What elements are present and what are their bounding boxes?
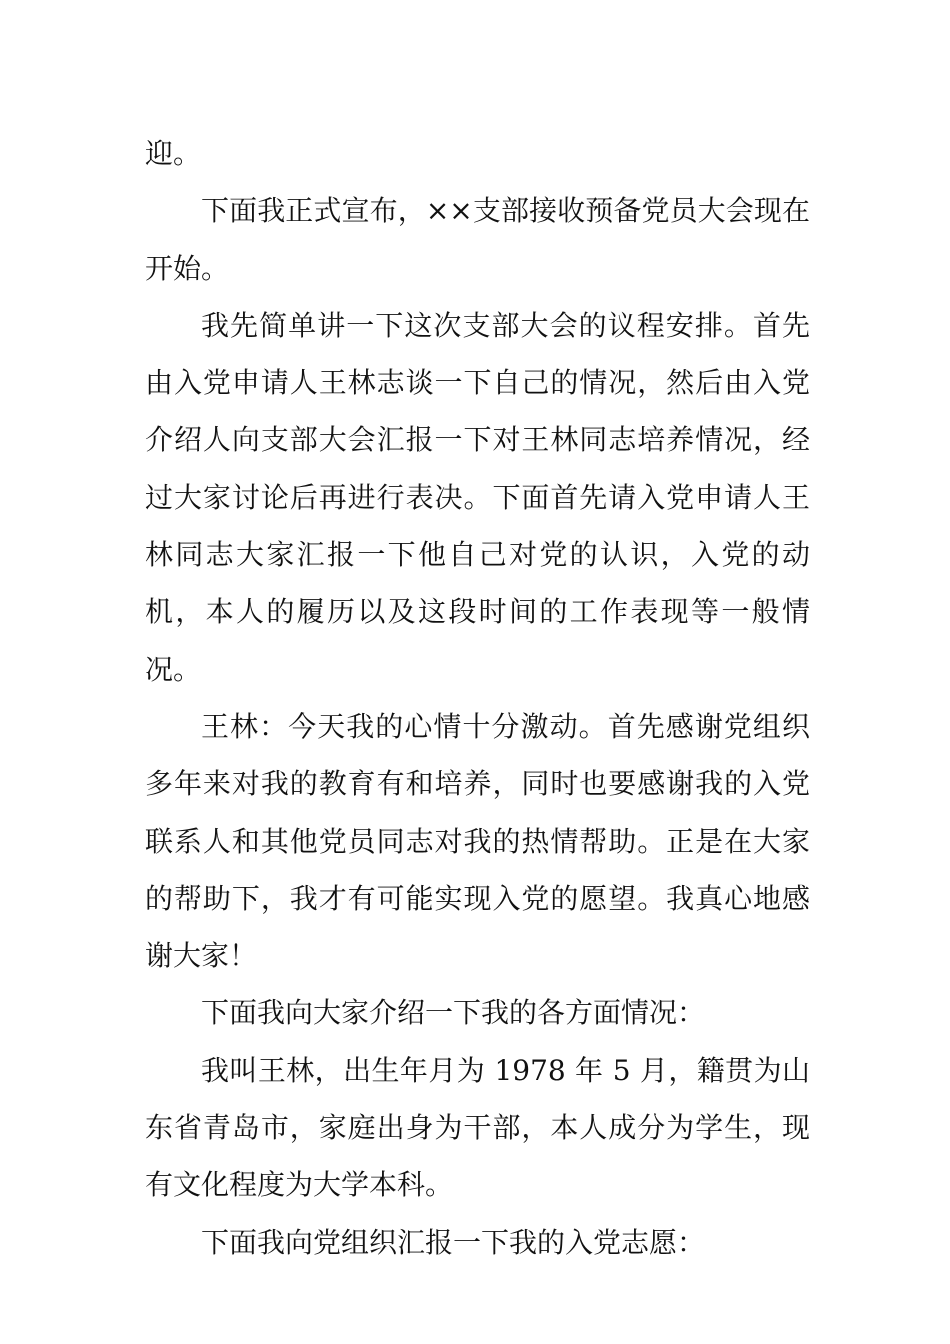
paragraph-personal-info: 我叫王林，出生年月为 1978 年 5 月，籍贯为山东省青岛市，家庭出身为干部，本人成分为学生，现有文化程度为大学本科。 bbox=[145, 1053, 810, 1202]
paragraph-introduction-lead: 下面我向大家介绍一下我的各方面情况： bbox=[201, 996, 706, 1030]
paragraph-meeting-opening: 下面我正式宣布，××支部接收预备党员大会现在开始。 bbox=[145, 194, 810, 285]
paragraph-applicant-thanks: 王林：今天我的心情十分激动。首先感谢党组织多年来对我的教育有和培养，同时也要感谢我的入党联系人和其他党员同志对我的热情帮助。正是在大家的帮助下，我才有可能实现入党的愿望。我真心地感谢大家！ bbox=[145, 709, 810, 973]
document-body bbox=[145, 125, 810, 1271]
paragraph-continuation: 迎。 bbox=[145, 137, 202, 170]
paragraph-aspiration-lead: 下面我向党组织汇报一下我的入党志愿： bbox=[201, 1225, 706, 1259]
paragraph-agenda: 我先简单讲一下这次支部大会的议程安排。首先由入党申请人王林志谈一下自己的情况，然后由入党介绍人向支部大会汇报一下对王林同志培养情况，经过大家讨论后再进行表决。下面首先请入党申请人王林同志大家汇报一下他自己对党的认识，入党的动机，本人的履历以及这段时间的工作表现等一般情况。 bbox=[145, 308, 810, 686]
